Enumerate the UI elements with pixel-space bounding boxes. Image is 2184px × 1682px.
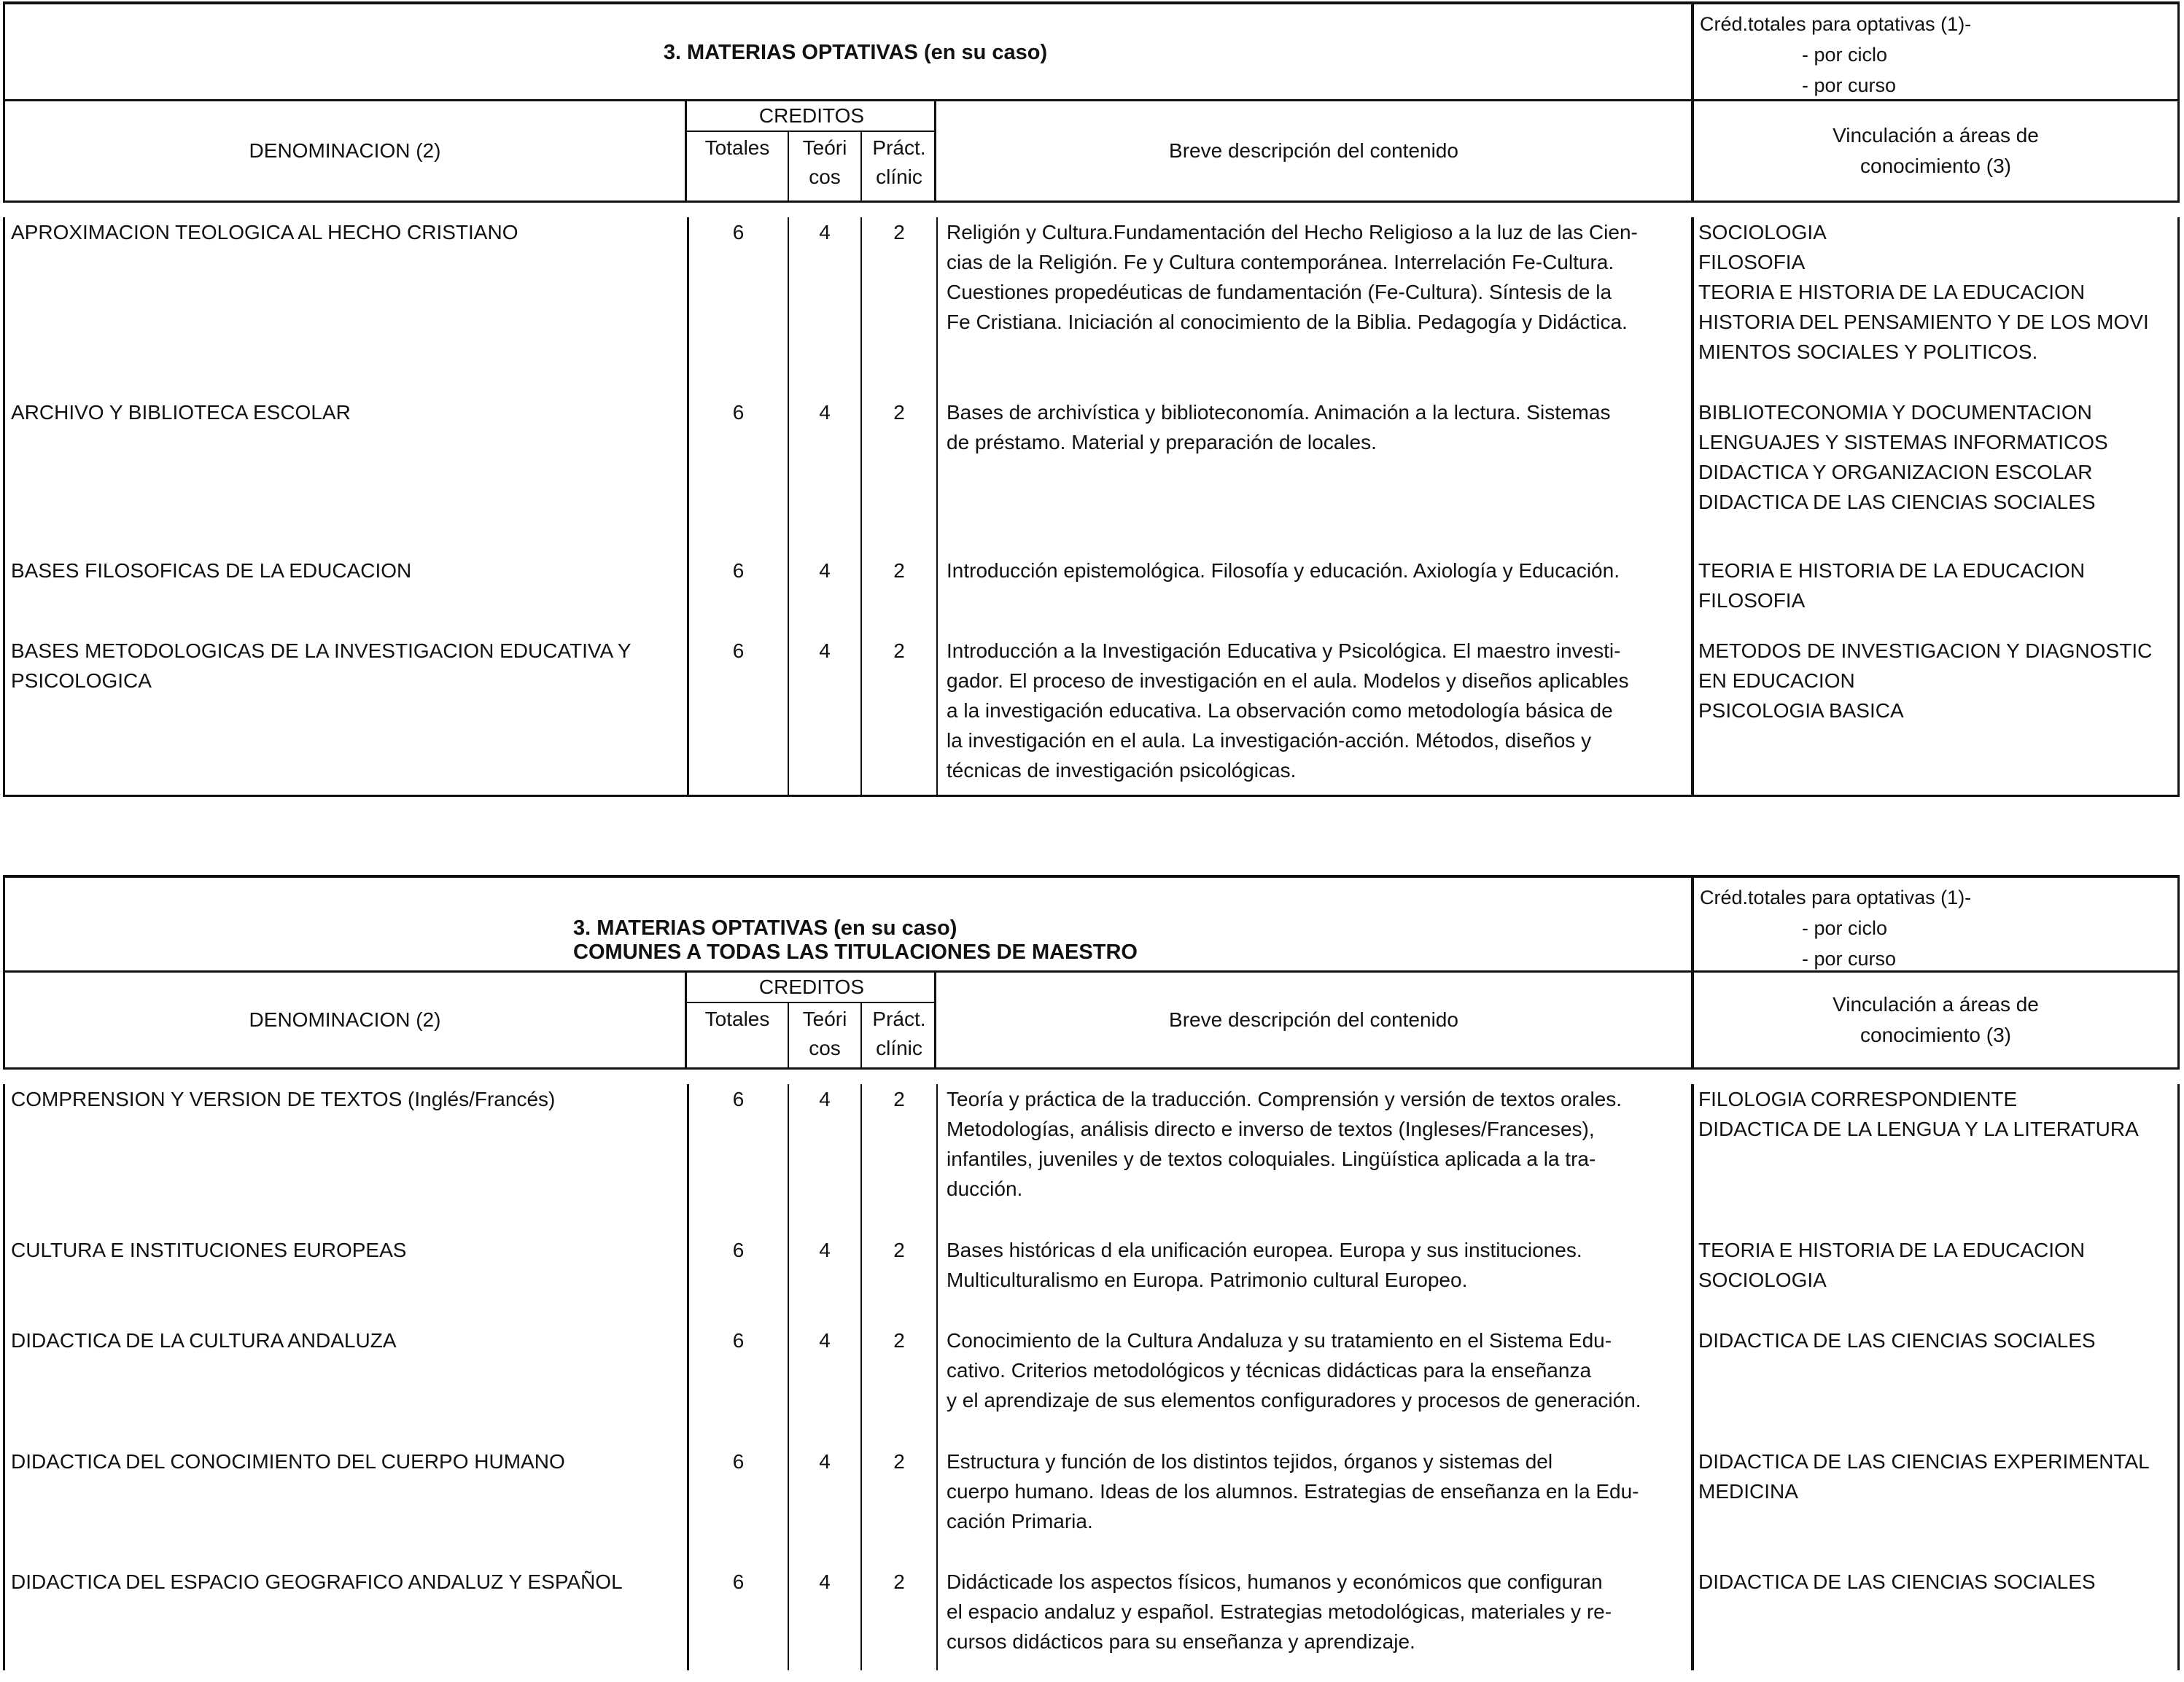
credits-teoricos: 4 xyxy=(789,217,862,397)
header-denominacion: DENOMINACION (2) xyxy=(3,973,687,1067)
description-line: cias de la Religión. Fe y Cultura contemporánea. Interrelación Fe-Cultura. xyxy=(947,251,1614,273)
description-line: técnicas de investigación psicológicas. xyxy=(947,759,1297,782)
subject-name-line: APROXIMACION TEOLOGICA AL HECHO CRISTIANO xyxy=(11,221,518,244)
knowledge-area: TEORIA E HISTORIA DE LA EDUCACION xyxy=(1698,281,2086,303)
title-line: COMUNES A TODAS LAS TITULACIONES DE MAESTRO xyxy=(573,941,1138,964)
knowledge-area: BIBLIOTECONOMIA Y DOCUMENTACION xyxy=(1698,401,2092,424)
header-denominacion: DENOMINACION (2) xyxy=(3,101,687,200)
header-descripcion: Breve descripción del contenido xyxy=(936,101,1694,200)
credits-totales: 6 xyxy=(687,1235,789,1325)
table-row xyxy=(3,636,2180,797)
credits-teoricos: 4 xyxy=(789,1447,862,1567)
table-header-row xyxy=(3,101,2180,203)
description-line: y el aprendizaje de sus elementos configuradores y procesos de generación. xyxy=(947,1389,1641,1412)
credits-teoricos: 4 xyxy=(789,1325,862,1447)
subject-name-line: PSICOLOGICA xyxy=(11,669,152,692)
credits-teoricos: 4 xyxy=(789,1084,862,1235)
knowledge-area: METODOS DE INVESTIGACION Y DIAGNOSTIC xyxy=(1698,639,2153,662)
description-line: cursos didácticos para su enseñanza y aprendizaje. xyxy=(947,1630,1415,1653)
credits-teoricos: 4 xyxy=(789,556,862,636)
header-creditos: CREDITOS xyxy=(687,973,936,1003)
credits-totales: 6 xyxy=(687,1084,789,1235)
knowledge-area: FILOSOFIA xyxy=(1698,251,1806,273)
subject-name xyxy=(3,397,687,556)
knowledge-area: FILOLOGIA CORRESPONDIENTE xyxy=(1698,1088,2018,1110)
description-line: Didácticade los aspectos físicos, humanos y económicos que configuran xyxy=(947,1570,1603,1593)
table-row xyxy=(3,1070,2180,1235)
description-line: ducción. xyxy=(947,1177,1023,1200)
description-line: cuerpo humano. Ideas de los alumnos. Estrategias de enseñanza en la Edu- xyxy=(947,1480,1639,1503)
description-line: Bases de archivística y biblioteconomía. Animación a la lectura. Sistemas xyxy=(947,401,1611,424)
knowledge-area: DIDACTICA DE LAS CIENCIAS EXPERIMENTAL xyxy=(1698,1450,2150,1473)
description-line: Bases históricas d ela unificación europea. Europa y sus instituciones. xyxy=(947,1239,1582,1261)
table-row xyxy=(3,556,2180,636)
subject-name xyxy=(3,1235,687,1325)
credits-practicos: 2 xyxy=(893,1450,905,1473)
subject-name xyxy=(3,217,687,397)
subject-name xyxy=(3,1447,687,1567)
header-descripcion: Breve descripción del contenido xyxy=(936,973,1694,1067)
optional-credits-info xyxy=(1694,878,2180,974)
table-row xyxy=(3,1325,2180,1447)
content-description xyxy=(936,217,1694,397)
header-creditos: CREDITOS xyxy=(687,101,936,132)
knowledge-area: DIDACTICA DE LAS CIENCIAS SOCIALES xyxy=(1698,491,2096,513)
table-title-row xyxy=(3,878,2180,973)
content-description xyxy=(936,636,1694,795)
description-line: a la investigación educativa. La observación como metodología básica de xyxy=(947,699,1613,722)
description-line: la investigación en el aula. La investigación-acción. Métodos, diseños y xyxy=(947,729,1592,752)
header-vinculacion-line: Vinculación a áreas de xyxy=(1833,124,2039,147)
header-practicos-line: clínic xyxy=(876,166,922,188)
table-row xyxy=(3,203,2180,397)
credits-practicos: 2 xyxy=(893,1329,905,1352)
content-description xyxy=(936,1235,1694,1325)
header-practicos-line: Práct. xyxy=(872,1008,926,1030)
description-line: infantiles, juveniles y de textos coloquiales. Lingüística aplicada a la tra- xyxy=(947,1148,1596,1170)
subject-name xyxy=(3,636,687,795)
credits-practicos: 2 xyxy=(893,221,905,244)
header-teoricos-line: cos xyxy=(809,1037,841,1059)
subject-table xyxy=(3,875,2180,1670)
table-row xyxy=(3,1235,2180,1325)
knowledge-area: SOCIOLOGIA xyxy=(1698,221,1827,244)
description-line: Cuestiones propedéuticas de fundamentación (Fe-Cultura). Síntesis de la xyxy=(947,281,1612,303)
subject-name-line: DIDACTICA DEL CONOCIMIENTO DEL CUERPO HUMANO xyxy=(11,1450,565,1473)
knowledge-areas xyxy=(1694,1084,2180,1235)
knowledge-area: DIDACTICA DE LA LENGUA Y LA LITERATURA xyxy=(1698,1118,2139,1140)
subject-name xyxy=(3,1567,687,1670)
knowledge-area: SOCIOLOGIA xyxy=(1698,1269,1827,1291)
subject-name-line: DIDACTICA DE LA CULTURA ANDALUZA xyxy=(11,1329,397,1352)
knowledge-areas xyxy=(1694,636,2180,795)
description-line: Teoría y práctica de la traducción. Comprensión y versión de textos orales. xyxy=(947,1088,1623,1110)
header-teoricos xyxy=(789,132,862,200)
subject-name xyxy=(3,556,687,636)
credits-total-label: Créd.totales para optativas (1)- xyxy=(1700,13,1972,35)
table-title xyxy=(3,878,1694,974)
credits-totales: 6 xyxy=(687,1325,789,1447)
knowledge-area: DIDACTICA DE LAS CIENCIAS SOCIALES xyxy=(1698,1329,2096,1352)
header-totales: Totales xyxy=(687,1003,789,1067)
credits-per-cycle-label: - por ciclo xyxy=(1802,917,1888,939)
knowledge-areas xyxy=(1694,1567,2180,1670)
content-description xyxy=(936,1567,1694,1670)
knowledge-area: FILOSOFIA xyxy=(1698,589,1806,612)
subject-name-line: COMPRENSION Y VERSION DE TEXTOS (Inglés/Francés) xyxy=(11,1088,556,1110)
description-line: cativo. Criterios metodológicos y técnicas didácticas para la enseñanza xyxy=(947,1359,1592,1382)
description-line: Religión y Cultura.Fundamentación del Hecho Religioso a la luz de las Cien- xyxy=(947,221,1638,244)
table-row xyxy=(3,1567,2180,1670)
credits-teoricos: 4 xyxy=(789,1567,862,1670)
credits-totales: 6 xyxy=(687,636,789,795)
knowledge-area: HISTORIA DEL PENSAMIENTO Y DE LOS MOVI xyxy=(1698,311,2149,333)
subject-name-line: ARCHIVO Y BIBLIOTECA ESCOLAR xyxy=(11,401,351,424)
table-title-text xyxy=(649,41,1047,65)
table-row xyxy=(3,1447,2180,1567)
description-line: de préstamo. Material y preparación de locales. xyxy=(947,431,1377,453)
table-header-row xyxy=(3,973,2180,1070)
header-teoricos-line: Teóri xyxy=(802,1008,847,1030)
credits-totales: 6 xyxy=(687,1567,789,1670)
knowledge-area: MEDICINA xyxy=(1698,1480,1798,1503)
credits-practicos: 2 xyxy=(893,639,905,662)
subject-name xyxy=(3,1084,687,1235)
credits-teoricos: 4 xyxy=(789,397,862,556)
description-line: el espacio andaluz y español. Estrategias metodológicas, materiales y re- xyxy=(947,1600,1612,1623)
content-description xyxy=(936,556,1694,636)
knowledge-area: TEORIA E HISTORIA DE LA EDUCACION xyxy=(1698,1239,2086,1261)
header-vinculacion xyxy=(1694,101,2180,200)
header-practicos-line: Práct. xyxy=(872,136,926,159)
knowledge-area: DIDACTICA DE LAS CIENCIAS SOCIALES xyxy=(1698,1570,2096,1593)
table-title-row xyxy=(3,4,2180,101)
credits-totales: 6 xyxy=(687,1447,789,1567)
header-vinculacion xyxy=(1694,973,2180,1067)
description-line: Fe Cristiana. Iniciación al conocimiento de la Biblia. Pedagogía y Didáctica. xyxy=(947,311,1628,333)
description-line: Estructura y función de los distintos tejidos, órganos y sistemas del xyxy=(947,1450,1553,1473)
credits-practicos: 2 xyxy=(893,559,905,582)
knowledge-areas xyxy=(1694,1447,2180,1567)
header-practicos-line: clínic xyxy=(876,1037,922,1059)
description-line: Introducción epistemológica. Filosofía y educación. Axiología y Educación. xyxy=(947,559,1620,582)
content-description xyxy=(936,1084,1694,1235)
header-vinculacion-line: Vinculación a áreas de xyxy=(1833,993,2039,1016)
header-totales: Totales xyxy=(687,132,789,200)
title-line: 3. MATERIAS OPTATIVAS (en su caso) xyxy=(573,916,957,940)
credits-practicos: 2 xyxy=(893,1239,905,1261)
header-vinculacion-line: conocimiento (3) xyxy=(1860,1024,2011,1046)
credits-total-label: Créd.totales para optativas (1)- xyxy=(1700,887,1972,908)
header-teoricos-line: cos xyxy=(809,166,841,188)
credits-per-course-label: - por curso xyxy=(1802,948,1897,970)
content-description xyxy=(936,1447,1694,1567)
credits-totales: 6 xyxy=(687,217,789,397)
credits-teoricos: 4 xyxy=(789,636,862,795)
credits-practicos: 2 xyxy=(893,401,905,424)
subject-name-line: BASES METODOLOGICAS DE LA INVESTIGACION EDUCATIVA Y xyxy=(11,639,632,662)
credits-practicos: 2 xyxy=(893,1088,905,1110)
subject-table xyxy=(3,1,2180,797)
knowledge-area: PSICOLOGIA BASICA xyxy=(1698,699,1904,722)
header-creditos-group xyxy=(687,973,936,1067)
knowledge-areas xyxy=(1694,397,2180,556)
description-line: Metodologías, análisis directo e inverso de textos (Ingleses/Franceses), xyxy=(947,1118,1595,1140)
header-vinculacion-line: conocimiento (3) xyxy=(1860,155,2011,177)
description-line: gador. El proceso de investigación en el aula. Modelos y diseños aplicables xyxy=(947,669,1629,692)
knowledge-area: EN EDUCACION xyxy=(1698,669,1855,692)
knowledge-areas xyxy=(1694,556,2180,636)
subject-name xyxy=(3,1325,687,1447)
header-teoricos-line: Teóri xyxy=(802,136,847,159)
subject-name-line: DIDACTICA DEL ESPACIO GEOGRAFICO ANDALUZ Y ESPAÑOL xyxy=(11,1570,623,1593)
knowledge-areas xyxy=(1694,217,2180,397)
subject-name-line: CULTURA E INSTITUCIONES EUROPEAS xyxy=(11,1239,407,1261)
table-row xyxy=(3,397,2180,556)
content-description xyxy=(936,397,1694,556)
subject-name-line: BASES FILOSOFICAS DE LA EDUCACION xyxy=(11,559,412,582)
credits-totales: 6 xyxy=(687,556,789,636)
content-description xyxy=(936,1325,1694,1447)
table-title-text xyxy=(559,916,1138,965)
header-teoricos xyxy=(789,1003,862,1067)
knowledge-area: LENGUAJES Y SISTEMAS INFORMATICOS xyxy=(1698,431,2108,453)
header-practicos xyxy=(862,1003,936,1067)
table-title xyxy=(3,4,1694,101)
description-line: cación Primaria. xyxy=(947,1510,1093,1533)
credits-totales: 6 xyxy=(687,397,789,556)
description-line: Multiculturalismo en Europa. Patrimonio cultural Europeo. xyxy=(947,1269,1468,1291)
credits-teoricos: 4 xyxy=(789,1235,862,1325)
credits-practicos: 2 xyxy=(893,1570,905,1593)
header-creditos-group xyxy=(687,101,936,200)
knowledge-area: MIENTOS SOCIALES Y POLITICOS. xyxy=(1698,340,2038,363)
knowledge-area: TEORIA E HISTORIA DE LA EDUCACION xyxy=(1698,559,2086,582)
knowledge-area: DIDACTICA Y ORGANIZACION ESCOLAR xyxy=(1698,461,2093,483)
credits-per-cycle-label: - por ciclo xyxy=(1802,44,1888,66)
knowledge-areas xyxy=(1694,1235,2180,1325)
credits-per-course-label: - por curso xyxy=(1802,74,1897,96)
title-line: 3. MATERIAS OPTATIVAS (en su caso) xyxy=(663,40,1048,64)
description-line: Introducción a la Investigación Educativa y Psicológica. El maestro investi- xyxy=(947,639,1621,662)
optional-credits-info xyxy=(1694,4,2180,101)
knowledge-areas xyxy=(1694,1325,2180,1447)
description-line: Conocimiento de la Cultura Andaluza y su tratamiento en el Sistema Edu- xyxy=(947,1329,1612,1352)
header-practicos xyxy=(862,132,936,200)
